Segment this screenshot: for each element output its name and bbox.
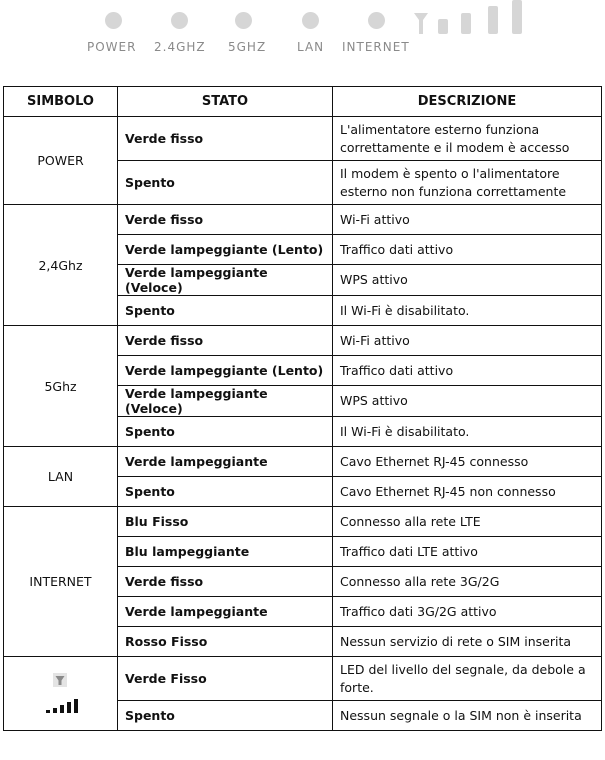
table-row xyxy=(4,507,602,537)
description-cell: Nessun segnale o la SIM non è inserita xyxy=(333,701,602,731)
description-cell: Traffico dati LTE attivo xyxy=(333,537,602,567)
wifi-5ghz-led-icon xyxy=(235,12,252,29)
table-row xyxy=(4,657,602,701)
state-cell: Spento xyxy=(118,296,333,326)
header-stato: STATO xyxy=(118,87,333,117)
power-led-icon xyxy=(105,12,122,29)
symbol-5ghz: 5Ghz xyxy=(4,326,118,447)
state-cell: Verde lampeggiante xyxy=(118,447,333,477)
table-row xyxy=(4,447,602,477)
signal-strength-icon xyxy=(412,0,527,36)
description-cell: Traffico dati attivo xyxy=(333,235,602,265)
wifi-5ghz-led-label: 5GHZ xyxy=(228,40,267,54)
state-cell: Verde lampeggiante (Veloce) xyxy=(118,386,333,417)
power-led-label: POWER xyxy=(87,40,137,54)
led-panel xyxy=(0,0,605,70)
table-row xyxy=(4,117,602,161)
state-cell: Spento xyxy=(118,701,333,731)
state-cell: Rosso Fisso xyxy=(118,627,333,657)
description-cell: Il modem è spento o l'alimentatore esterno non funziona correttamente xyxy=(333,161,602,205)
state-cell: Spento xyxy=(118,477,333,507)
description-cell: Traffico dati attivo xyxy=(333,356,602,386)
state-cell: Verde fisso xyxy=(118,117,333,161)
symbol-lan: LAN xyxy=(4,447,118,507)
state-cell: Verde lampeggiante (Veloce) xyxy=(118,265,333,296)
table-row xyxy=(4,326,602,356)
state-cell: Blu lampeggiante xyxy=(118,537,333,567)
state-cell: Spento xyxy=(118,161,333,205)
description-cell: WPS attivo xyxy=(333,265,602,296)
description-cell: L'alimentatore esterno funziona correttamente e il modem è accesso xyxy=(333,117,602,161)
state-cell: Verde Fisso xyxy=(118,657,333,701)
state-cell: Blu Fisso xyxy=(118,507,333,537)
table-row xyxy=(4,205,602,235)
internet-led-label: INTERNET xyxy=(342,40,410,54)
state-cell: Spento xyxy=(118,417,333,447)
state-cell: Verde fisso xyxy=(118,567,333,597)
description-cell: Nessun servizio di rete o SIM inserita xyxy=(333,627,602,657)
state-cell: Verde fisso xyxy=(118,326,333,356)
led-legend-table xyxy=(3,86,602,731)
symbol-internet: INTERNET xyxy=(4,507,118,657)
description-cell: Cavo Ethernet RJ-45 connesso xyxy=(333,447,602,477)
lan-led-icon xyxy=(302,12,319,29)
wifi-24ghz-led-label: 2.4GHZ xyxy=(154,40,206,54)
symbol-power: POWER xyxy=(4,117,118,205)
internet-led-icon xyxy=(368,12,385,29)
state-cell: Verde lampeggiante (Lento) xyxy=(118,235,333,265)
wifi-24ghz-led-icon xyxy=(171,12,188,29)
symbol-24ghz: 2,4Ghz xyxy=(4,205,118,326)
state-cell: Verde lampeggiante (Lento) xyxy=(118,356,333,386)
description-cell: WPS attivo xyxy=(333,386,602,417)
description-cell: Il Wi-Fi è disabilitato. xyxy=(333,417,602,447)
description-cell: Wi-Fi attivo xyxy=(333,205,602,235)
description-cell: Il Wi-Fi è disabilitato. xyxy=(333,296,602,326)
description-cell: Connesso alla rete LTE xyxy=(333,507,602,537)
description-cell: Connesso alla rete 3G/2G xyxy=(333,567,602,597)
description-cell: Wi-Fi attivo xyxy=(333,326,602,356)
signal-strength-icon xyxy=(43,672,79,716)
state-cell: Verde lampeggiante xyxy=(118,597,333,627)
description-cell: LED del livello del segnale, da debole a forte. xyxy=(333,657,602,701)
symbol-signal xyxy=(4,657,118,731)
table-header-row xyxy=(4,87,602,117)
header-descrizione: DESCRIZIONE xyxy=(333,87,602,117)
description-cell: Traffico dati 3G/2G attivo xyxy=(333,597,602,627)
header-simbolo: SIMBOLO xyxy=(4,87,118,117)
description-cell: Cavo Ethernet RJ-45 non connesso xyxy=(333,477,602,507)
lan-led-label: LAN xyxy=(297,40,325,54)
state-cell: Verde fisso xyxy=(118,205,333,235)
